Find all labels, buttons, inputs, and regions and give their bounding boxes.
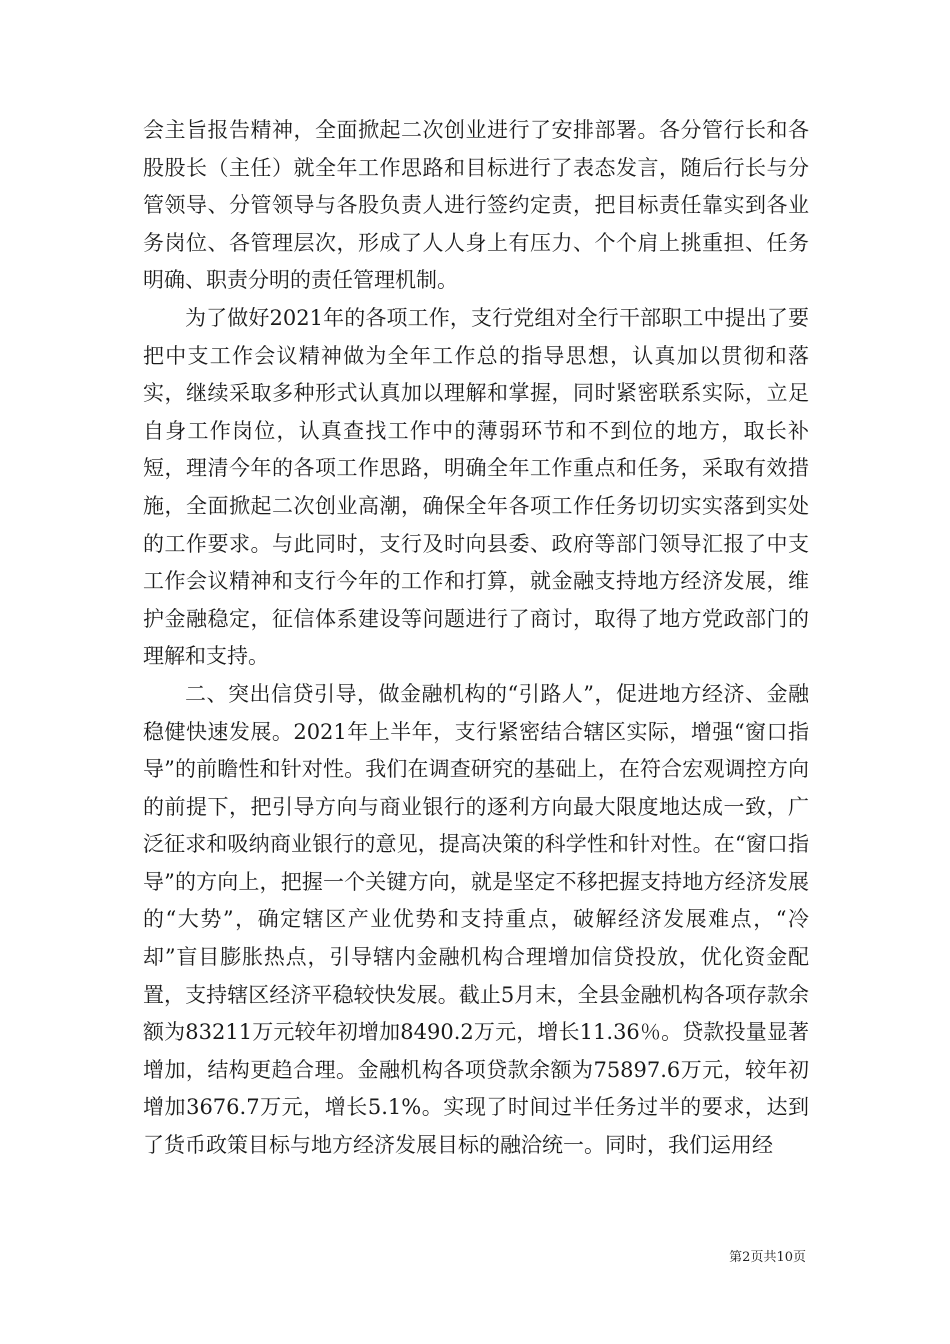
paragraph-credit-guidance: 二、突出信贷引导，做金融机构的“引路人”，促进地方经济、金融稳健快速发展。2021年上半年，支行紧密结合辖区实际，增强“窗口指导”的前瞻性和针对性。我们在调查研究的基础上，在符合宏观调控方向的前提下，把引导方向与商业银行的逐利方向最大限度地达成一致，广泛征求和吸纳商业银行的意见，提高决策的科学性和针对性。在“窗口指导”的方向上，把握一个关键方向，就是坚定不移把握支持地方经济发展的“大势”，确定辖区产业优势和支持重点，破解经济发展难点，“冷却”盲目膨胀热点，引导辖内金融机构合理增加信贷投放，优化资金配置，支持辖区经济平稳较快发展。截止5月末，全县金融机构各项存款余额为83211万元较年初增加8490.2万元，增长11.36％。贷款投量显著增加，结构更趋合理。金融机构各项贷款余额为75897.6万元，较年初增加3676.7万元，增长5.1%。实现了时间过半任务过半的要求，达到了货币政策目标与地方经济发展目标的融洽统一。同时，我们运用经 <box>143 681 809 1158</box>
paragraph-work-arrangement: 为了做好2021年的各项工作，支行党组对全行干部职工中提出了要把中支工作会议精神做为全年工作总的指导思想，认真加以贯彻和落实，继续采取多种形式认真加以理解和掌握，同时紧密联系实际，立足自身工作岗位，认真查找工作中的薄弱环节和不到位的地方，取长补短，理清今年的各项工作思路，明确全年工作重点和任务，采取有效措施，全面掀起二次创业高潮，确保全年各项工作任务切切实实落到实处的工作要求。与此同时，支行及时向县委、政府等部门领导汇报了中支工作会议精神和支行今年的工作和打算，就金融支持地方经济发展，维护金融稳定，征信体系建设等问题进行了商讨，取得了地方党政部门的理解和支持。 <box>143 305 809 669</box>
document-body <box>143 112 809 1165</box>
page-number: 第2页共10页 <box>729 1250 806 1265</box>
paragraph-continuation: 会主旨报告精神，全面掀起二次创业进行了安排部署。各分管行长和各股股长（主任）就全年工作思路和目标进行了表态发言，随后行长与分管领导、分管领导与各股负责人进行签约定责，把目标责任靠实到各业务岗位、各管理层次，形成了人人身上有压力、个个肩上挑重担、任务明确、职责分明的责任管理机制。 <box>143 118 809 293</box>
